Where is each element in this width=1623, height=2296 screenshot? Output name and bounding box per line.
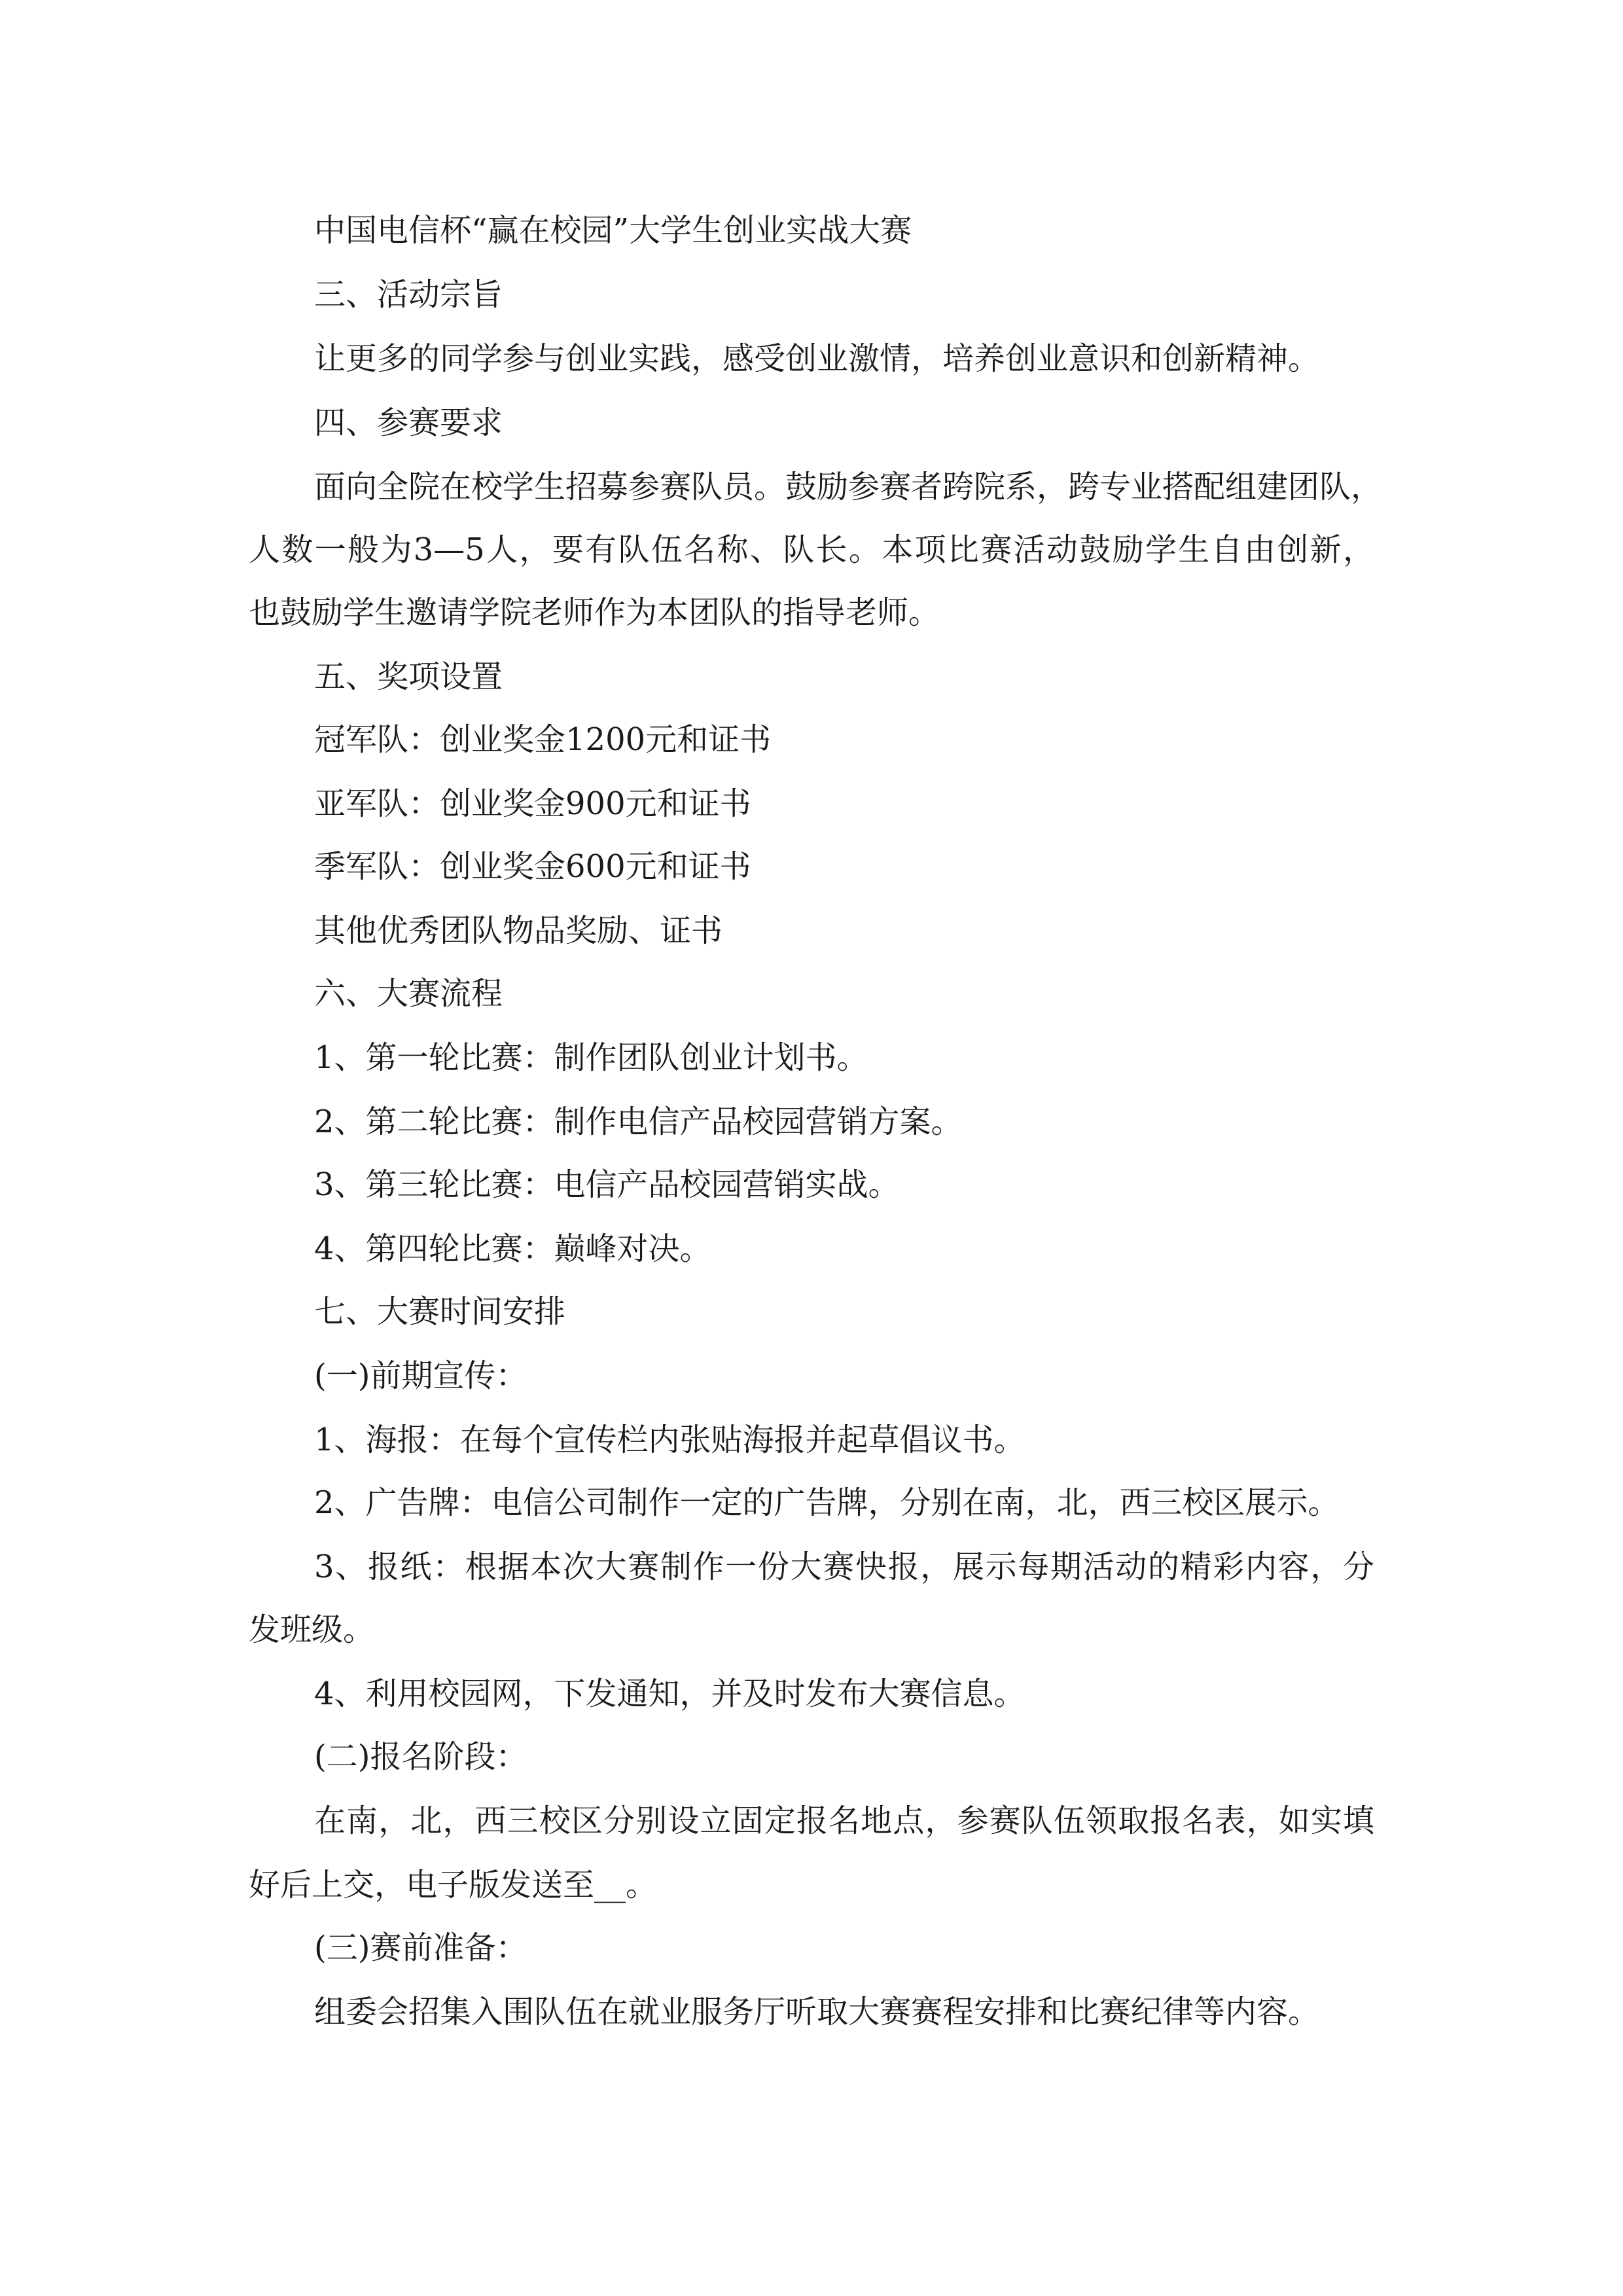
registration-text-line-1: 在南，北，西三校区分别设立固定报名地点，参赛队伍领取报名表，如实填 — [314, 1803, 1374, 1839]
process-round-3: 3、第三轮比赛：电信产品校园营销实战。 — [314, 1166, 900, 1203]
award-runner-up: 亚军队：创业奖金900元和证书 — [314, 785, 751, 822]
preparation-text: 组委会招集入围队伍在就业服务厅听取大赛赛程安排和比赛纪律等内容。 — [314, 1994, 1320, 2030]
requirements-text-line-3: 也鼓励学生邀请学院老师作为本团队的指导老师。 — [249, 594, 940, 631]
section-heading-requirements: 四、参赛要求 — [314, 404, 503, 441]
section-heading-awards: 五、奖项设置 — [314, 658, 503, 695]
publicity-billboards: 2、广告牌：电信公司制作一定的广告牌，分别在南，北，西三校区展示。 — [314, 1484, 1340, 1521]
award-other-teams: 其他优秀团队物品奖励、证书 — [314, 912, 723, 949]
award-champion: 冠军队：创业奖金1200元和证书 — [314, 721, 772, 758]
publicity-newspaper-line-1: 3、报纸：根据本次大赛制作一份大赛快报，展示每期活动的精彩内容，分 — [314, 1549, 1374, 1585]
award-third-place: 季军队：创业奖金600元和证书 — [314, 848, 751, 885]
process-round-4: 4、第四轮比赛：巅峰对决。 — [314, 1230, 711, 1267]
event-title-line: 中国电信杯“赢在校园”大学生创业实战大赛 — [314, 212, 912, 249]
section-heading-purpose: 三、活动宗旨 — [314, 276, 503, 313]
publicity-campus-network: 4、利用校园网，下发通知，并及时发布大赛信息。 — [314, 1676, 1026, 1712]
process-round-2: 2、第二轮比赛：制作电信产品校园营销方案。 — [314, 1103, 963, 1140]
purpose-text: 让更多的同学参与创业实践，感受创业激情，培养创业意识和创新精神。 — [314, 340, 1320, 377]
subheading-registration: (二)报名阶段： — [314, 1738, 527, 1775]
requirements-text-line-2: 人数一般为3—5人，要有队伍名称、队长。本项比赛活动鼓励学生自由创新， — [249, 531, 1374, 568]
section-heading-schedule: 七、大赛时间安排 — [314, 1293, 566, 1330]
subheading-preparation: (三)赛前准备： — [314, 1929, 527, 1966]
registration-text-line-2: 好后上交，电子版发送至__。 — [249, 1867, 658, 1903]
requirements-text-line-1: 面向全院在校学生招募参赛队员。鼓励参赛者跨院系，跨专业搭配组建团队， — [314, 469, 1383, 505]
process-round-1: 1、第一轮比赛：制作团队创业计划书。 — [314, 1039, 868, 1076]
publicity-posters: 1、海报：在每个宣传栏内张贴海报并起草倡议书。 — [314, 1422, 1026, 1458]
publicity-newspaper-line-2: 发班级。 — [249, 1611, 375, 1648]
section-heading-process: 六、大赛流程 — [314, 975, 503, 1012]
subheading-publicity: (一)前期宣传： — [314, 1357, 527, 1394]
